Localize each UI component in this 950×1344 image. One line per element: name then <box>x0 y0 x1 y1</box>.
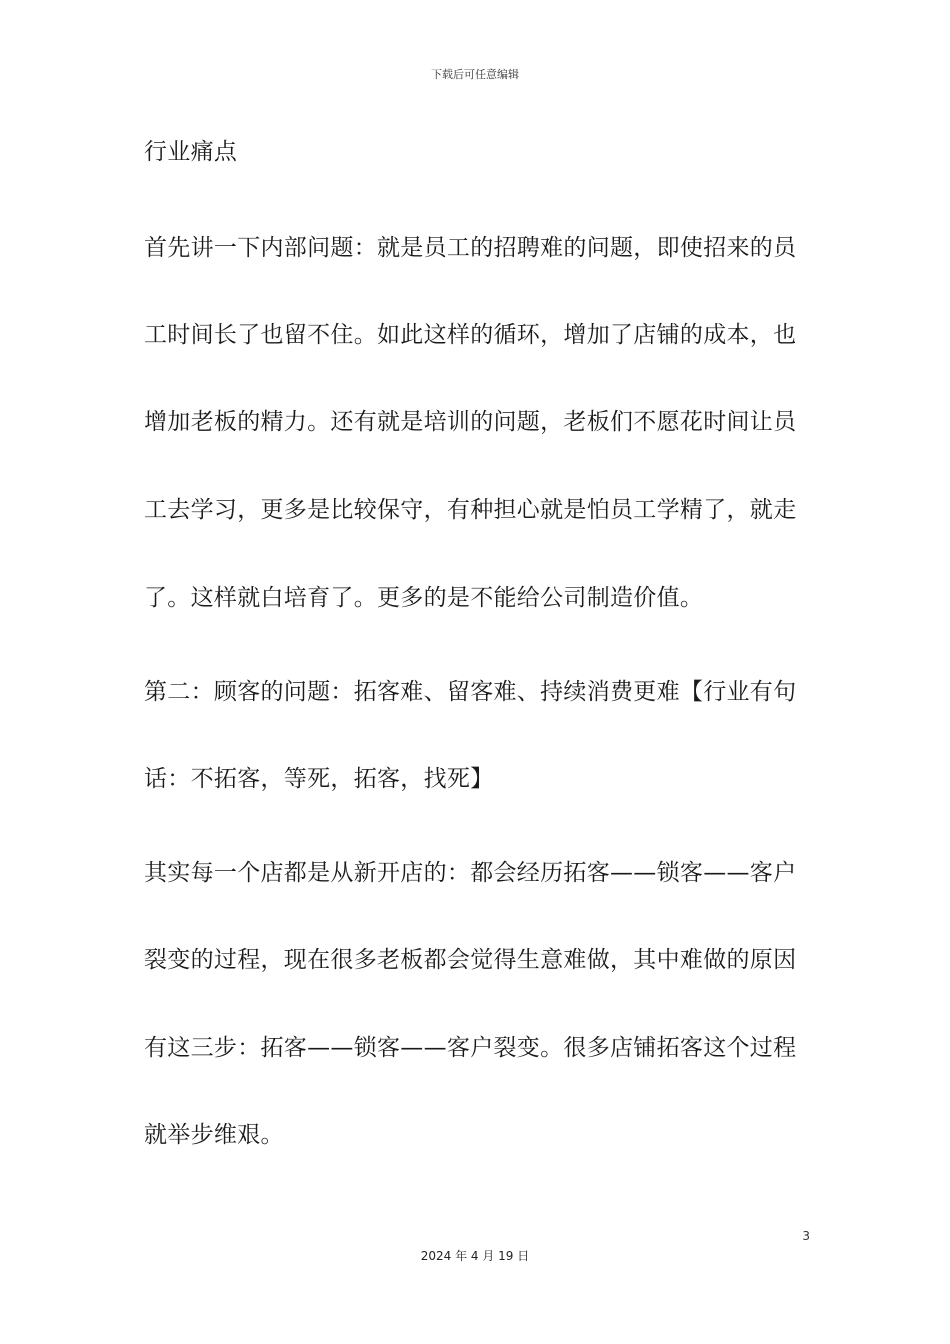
paragraph-line: 了。这样就白培育了。更多的是不能给公司制造价值。 <box>144 585 704 611</box>
paragraph-line: 首先讲一下内部问题：就是员工的招聘难的问题，即使招来的员 <box>144 235 797 261</box>
page-header: 下载后可任意编辑 <box>431 68 519 81</box>
paragraph-line: 话：不拓客，等死，拓客，找死】 <box>144 766 494 792</box>
paragraph-line: 增加老板的精力。还有就是培训的问题，老板们不愿花时间让员 <box>144 409 797 435</box>
page-number: 3 <box>802 1229 810 1243</box>
paragraph-line: 其实每一个店都是从新开店的：都会经历拓客——锁客——客户 <box>144 860 797 886</box>
section-heading: 行业痛点 <box>144 139 238 165</box>
page-footer-date: 2024 年 4 月 19 日 <box>420 1249 530 1263</box>
paragraph-line: 有这三步：拓客——锁客——客户裂变。很多店铺拓客这个过程 <box>144 1035 797 1061</box>
paragraph-line: 工去学习，更多是比较保守，有种担心就是怕员工学精了，就走 <box>144 497 797 523</box>
paragraph-line: 裂变的过程，现在很多老板都会觉得生意难做，其中难做的原因 <box>144 947 797 973</box>
paragraph-line: 第二：顾客的问题：拓客难、留客难、持续消费更难【行业有句 <box>144 679 797 705</box>
paragraph-line: 就举步维艰。 <box>144 1122 284 1148</box>
paragraph-line: 工时间长了也留不住。如此这样的循环，增加了店铺的成本，也 <box>144 322 797 348</box>
